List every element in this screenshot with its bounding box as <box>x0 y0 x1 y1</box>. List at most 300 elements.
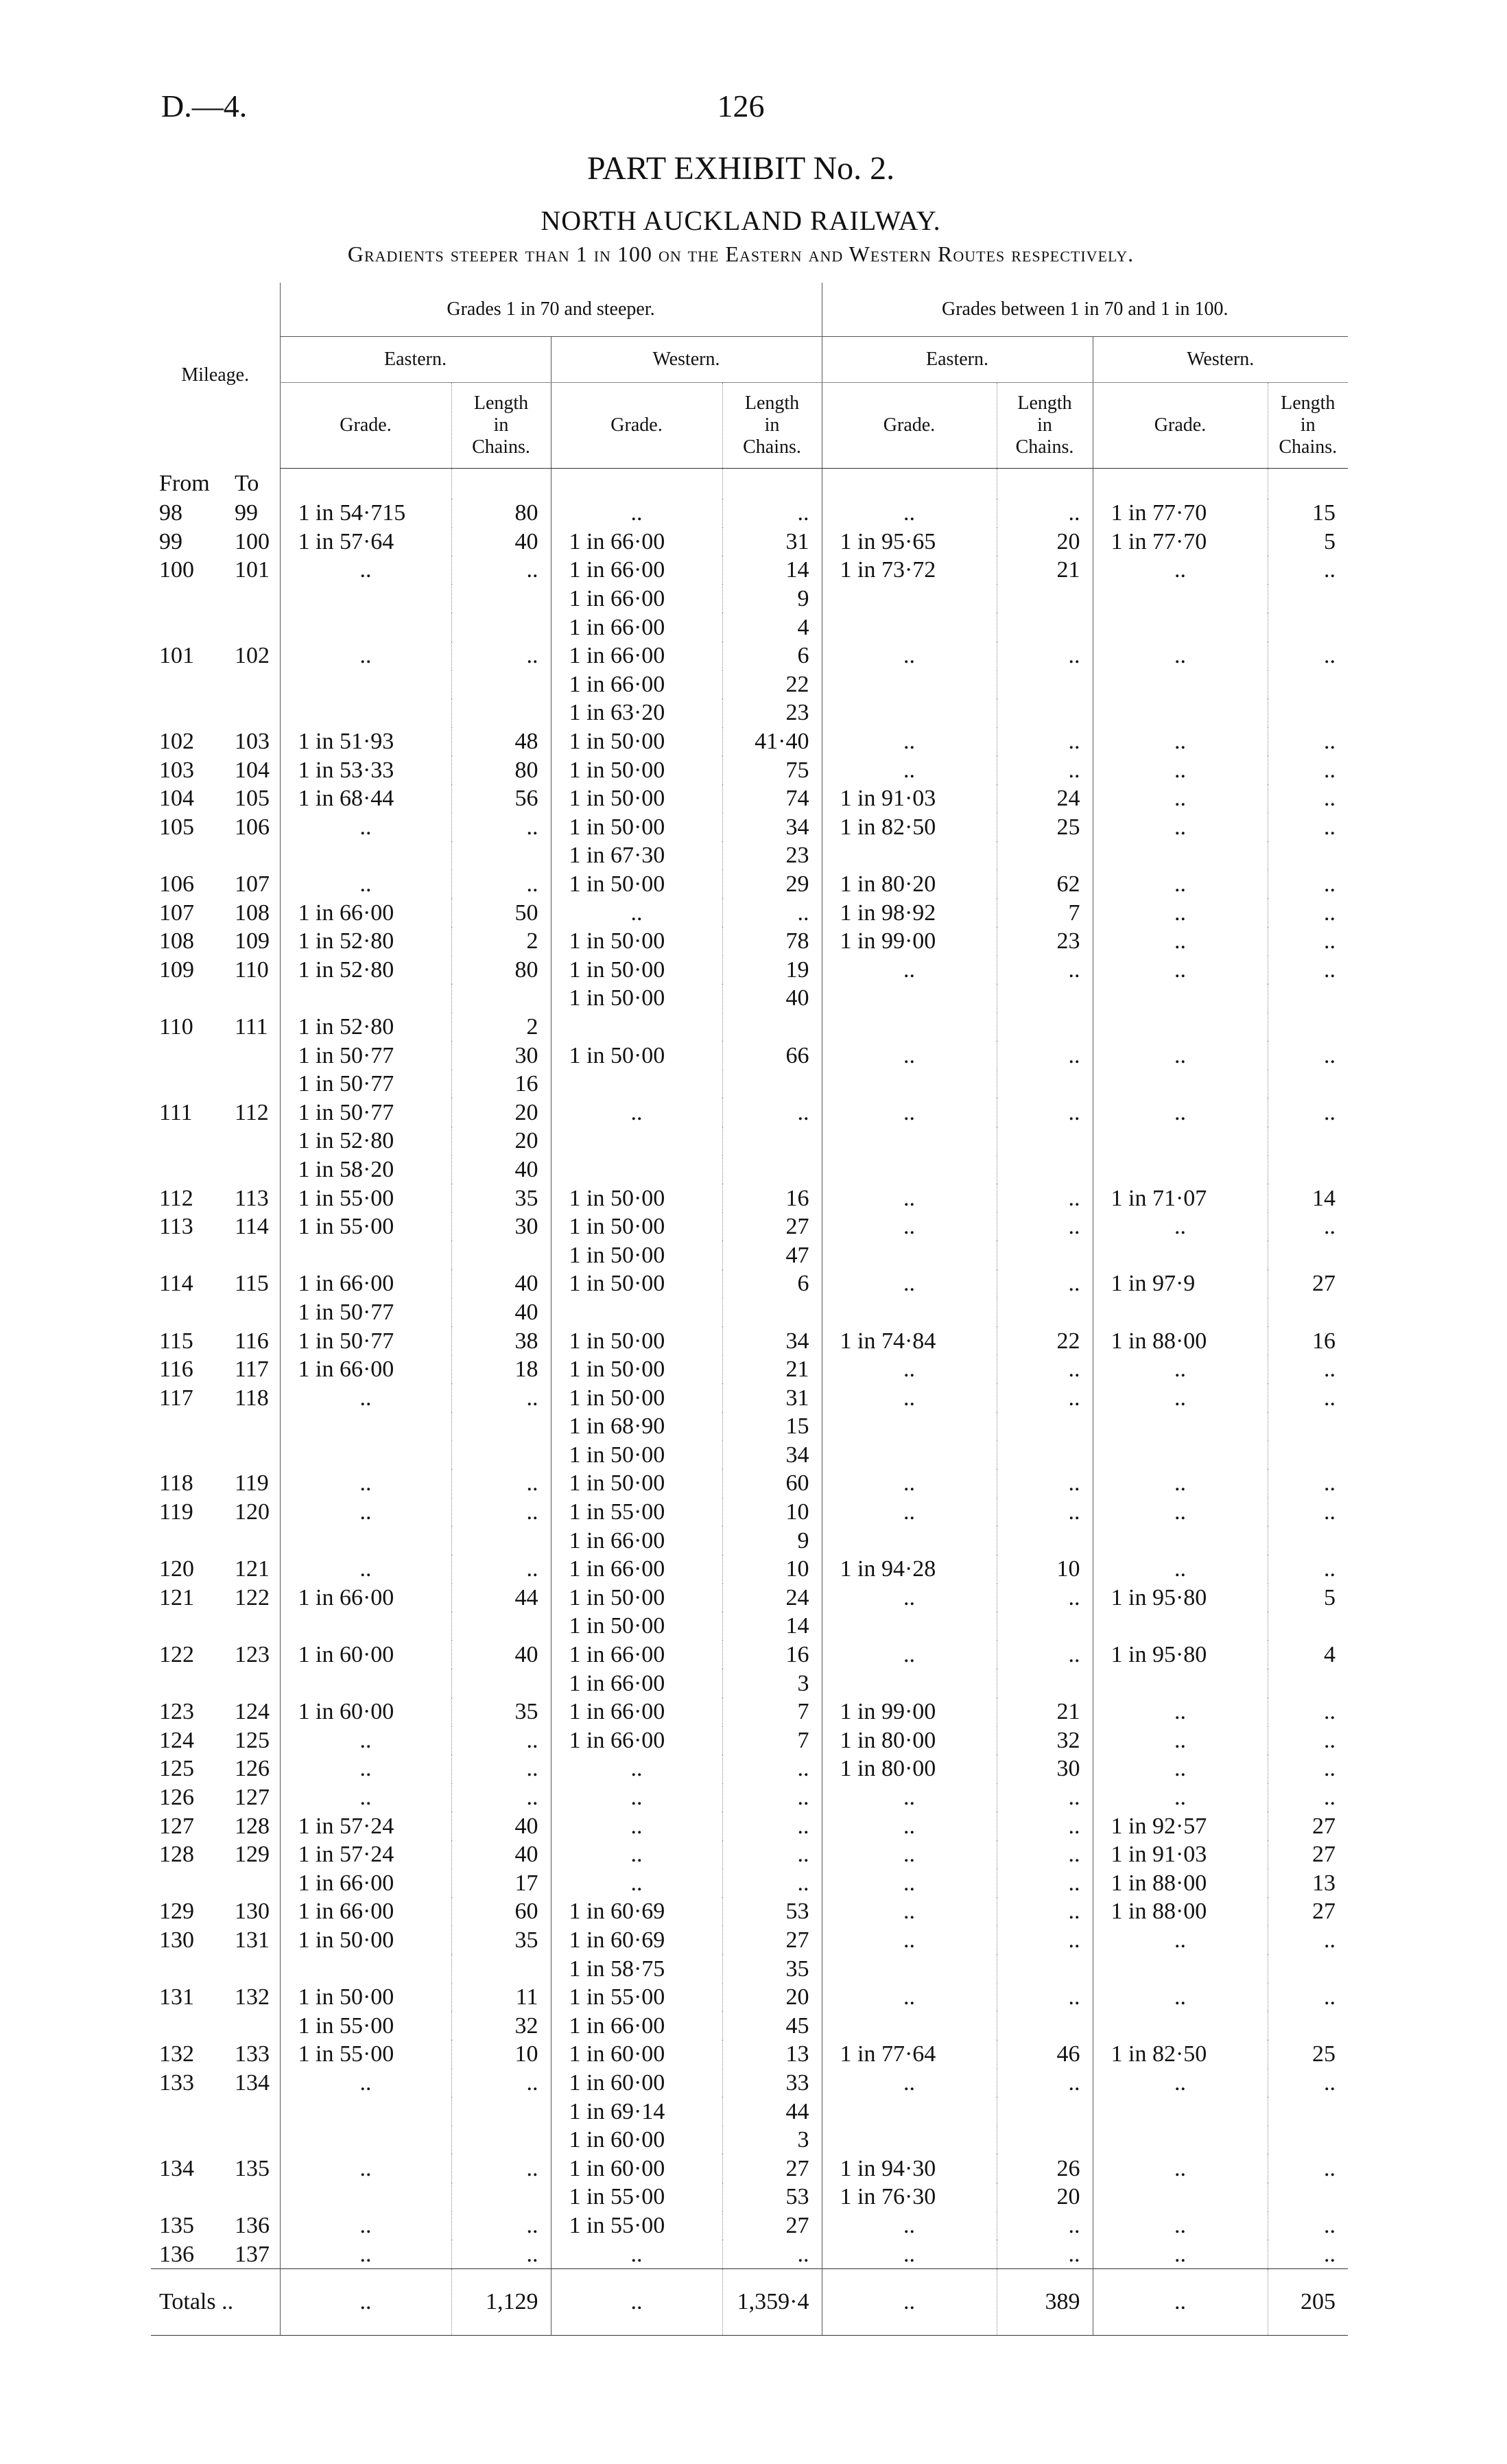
length-cell: .. <box>722 1098 822 1127</box>
grade-cell: 1 in 60·00 <box>551 2040 722 2069</box>
length-cell: 26 <box>997 2154 1093 2183</box>
grade-cell: .. <box>1093 2240 1268 2268</box>
length-cell: 40 <box>451 1298 551 1327</box>
length-cell: .. <box>997 1383 1093 1412</box>
grade-cell: .. <box>1093 1726 1268 1755</box>
mileage-cell: 109 110 <box>159 957 269 983</box>
table-row <box>151 984 1348 1013</box>
grade-cell <box>822 699 997 727</box>
length-cell: 13 <box>1268 1869 1348 1898</box>
length-cell <box>997 1298 1093 1327</box>
grade-cell: 1 in 52·80 <box>280 927 451 956</box>
grade-cell: 1 in 50·00 <box>551 956 722 985</box>
between-western-header: Western. <box>1093 337 1348 383</box>
length-cell: .. <box>722 1840 822 1869</box>
grade-cell: 1 in 50·00 <box>551 1355 722 1384</box>
length-cell: 74 <box>722 784 822 813</box>
length-cell <box>451 1954 551 1983</box>
grade-cell: 1 in 50·00 <box>551 1441 722 1470</box>
mileage-cell: 116 117 <box>159 1357 269 1383</box>
length-cell: 56 <box>451 784 551 813</box>
table-row <box>151 1811 1348 1840</box>
grade-cell: 1 in 60·00 <box>551 2154 722 2183</box>
length-cell: 24 <box>997 784 1093 813</box>
mileage-cell <box>151 2011 280 2040</box>
total-cell: .. <box>1093 2268 1268 2335</box>
table-row <box>151 1269 1348 1298</box>
grade-cell: .. <box>822 1498 997 1527</box>
mileage-cell: 127 128 <box>159 1813 270 1839</box>
length-cell: 20 <box>451 1098 551 1127</box>
length-cell <box>722 1155 822 1184</box>
mileage-cell <box>151 1241 280 1269</box>
mileage-cell: 121 122 <box>159 1584 270 1610</box>
table-row <box>151 1755 1348 1783</box>
mileage-cell: 110 111 <box>159 1013 268 1040</box>
grade-cell: 1 in 50·00 <box>280 1983 451 2012</box>
length-cell <box>1268 1241 1348 1269</box>
grade-cell: .. <box>280 1555 451 1584</box>
length-cell: .. <box>722 499 822 528</box>
table-row <box>151 1098 1348 1127</box>
table-row <box>151 1612 1348 1641</box>
length-cell: 19 <box>722 956 822 985</box>
mileage-cell <box>151 585 280 613</box>
grade-cell: .. <box>822 727 997 756</box>
grade-cell <box>822 1412 997 1441</box>
grade-cell: .. <box>1093 1469 1268 1498</box>
mileage-cell: 104 105 <box>159 786 270 812</box>
length-cell: 27 <box>722 2211 822 2240</box>
length-cell: 16 <box>722 1184 822 1212</box>
length-cell: 27 <box>1268 1840 1348 1869</box>
length-cell: 21 <box>997 1698 1093 1726</box>
mileage-cell: 126 127 <box>159 1785 270 1811</box>
length-cell: .. <box>451 1498 551 1527</box>
grade-cell: 1 in 66·00 <box>280 1269 451 1298</box>
length-cell: 3 <box>722 1669 822 1698</box>
length-cell <box>1268 1127 1348 1155</box>
length-cell: 60 <box>722 1469 822 1498</box>
length-cell: .. <box>997 1269 1093 1298</box>
length-cell: 14 <box>1268 1184 1348 1212</box>
length-cell <box>1268 2183 1348 2211</box>
length-cell: .. <box>1268 1098 1348 1127</box>
length-cell: .. <box>1268 1698 1348 1726</box>
grade-cell: .. <box>1093 1383 1268 1412</box>
grade-cell: .. <box>280 2211 451 2240</box>
mileage-cell: 111 112 <box>159 1099 269 1125</box>
length-cell: .. <box>997 1584 1093 1612</box>
length-cell <box>451 1441 551 1470</box>
length-cell: 7 <box>722 1726 822 1755</box>
length-cell: .. <box>451 642 551 670</box>
grade-cell: 1 in 80·20 <box>822 870 997 899</box>
table-row <box>151 613 1348 642</box>
length-cell <box>997 2097 1093 2126</box>
mileage-cell <box>151 1612 280 1641</box>
grade-cell <box>1093 2126 1268 2155</box>
length-cell <box>997 1241 1093 1269</box>
length-cell: 21 <box>722 1355 822 1384</box>
grade-cell: .. <box>1093 1555 1268 1584</box>
length-cell: 14 <box>722 1612 822 1641</box>
grade-cell: 1 in 50·00 <box>551 927 722 956</box>
length-cell: .. <box>1268 1498 1348 1527</box>
grade-cell: .. <box>551 1840 722 1869</box>
length-cell: 3 <box>722 2126 822 2155</box>
length-cell: .. <box>451 870 551 899</box>
grade-cell <box>1093 2097 1268 2126</box>
length-cell <box>1268 1441 1348 1470</box>
mileage-cell: 108 109 <box>159 928 270 954</box>
grade-cell: .. <box>1093 1212 1268 1241</box>
length-cell: 34 <box>722 1326 822 1355</box>
grade-cell: .. <box>1093 1698 1268 1726</box>
length-cell <box>997 1070 1093 1099</box>
length-cell <box>451 1612 551 1641</box>
length-cell: 17 <box>451 1869 551 1898</box>
mileage-header: Mileage. <box>181 364 250 386</box>
grade-cell: 1 in 50·00 <box>551 1184 722 1212</box>
length-cell: 34 <box>722 813 822 842</box>
total-cell: .. <box>280 2268 451 2335</box>
length-cell: .. <box>451 556 551 585</box>
grade-cell <box>1093 1412 1268 1441</box>
length-cell: 40 <box>451 1155 551 1184</box>
grade-cell: .. <box>822 956 997 985</box>
table-row <box>151 1127 1348 1155</box>
length-cell: 15 <box>1268 499 1348 528</box>
length-cell: 32 <box>997 1726 1093 1755</box>
grade-cell: .. <box>822 2240 997 2268</box>
length-cell: .. <box>1268 813 1348 842</box>
grade-cell: 1 in 95·80 <box>1093 1641 1268 1669</box>
grade-cell <box>551 1070 722 1099</box>
grade-cell <box>822 841 997 870</box>
grade-cell: .. <box>1093 1783 1268 1812</box>
length-cell: 32 <box>451 2011 551 2040</box>
grade-cell: .. <box>1093 1041 1268 1070</box>
grade-cell: .. <box>822 1840 997 1869</box>
length-cell <box>997 1954 1093 1983</box>
grade-cell: 1 in 53·33 <box>280 755 451 784</box>
mileage-cell <box>151 1070 280 1099</box>
grade-cell: 1 in 99·00 <box>822 927 997 956</box>
grade-cell: 1 in 97·9 <box>1093 1269 1268 1298</box>
grade-cell: 1 in 52·80 <box>280 1013 451 1042</box>
grade-cell: .. <box>1093 642 1268 670</box>
from-to-label: From To <box>159 471 259 497</box>
table-row <box>151 1412 1348 1441</box>
length-cell <box>1268 984 1348 1013</box>
grade-cell: 1 in 60·00 <box>551 2126 722 2155</box>
grade-cell <box>280 1612 451 1641</box>
length-cell: 33 <box>722 2069 822 2098</box>
length-cell: .. <box>451 2154 551 2183</box>
grade-cell <box>822 1669 997 1698</box>
grade-cell: .. <box>822 1811 997 1840</box>
length-cell: .. <box>451 1783 551 1812</box>
grade-cell <box>280 2097 451 2126</box>
grade-cell: 1 in 88·00 <box>1093 1897 1268 1926</box>
length-cell: 31 <box>722 528 822 556</box>
table-row <box>151 1840 1348 1869</box>
grade-cell: .. <box>822 1269 997 1298</box>
table-row <box>151 727 1348 756</box>
grade-cell <box>1093 1013 1268 1042</box>
length-cell <box>722 1127 822 1155</box>
table-row <box>151 556 1348 585</box>
length-cell: 66 <box>722 1041 822 1070</box>
length-cell: .. <box>1268 1469 1348 1498</box>
table-row <box>151 1298 1348 1327</box>
mileage-cell: 123 124 <box>159 1699 270 1725</box>
grade-cell <box>822 1070 997 1099</box>
table-row <box>151 1698 1348 1726</box>
length-cell: 5 <box>1268 528 1348 556</box>
length-cell <box>451 2097 551 2126</box>
table-row <box>151 784 1348 813</box>
grade-cell <box>822 1954 997 1983</box>
grade-cell: .. <box>822 1584 997 1612</box>
length-cell: 35 <box>451 1926 551 1955</box>
grade-cell: 1 in 50·77 <box>280 1326 451 1355</box>
length-cell: .. <box>997 1926 1093 1955</box>
length-header: Length in Chains. <box>722 383 822 469</box>
length-cell: 78 <box>722 927 822 956</box>
mileage-cell: 100 101 <box>159 557 270 583</box>
table-row <box>151 2183 1348 2211</box>
length-cell: 27 <box>722 1926 822 1955</box>
grade-cell: .. <box>1093 1755 1268 1783</box>
grade-cell: .. <box>280 642 451 670</box>
grade-cell: .. <box>1093 927 1268 956</box>
grade-cell <box>1093 1070 1268 1099</box>
grade-cell: 1 in 50·00 <box>551 1469 722 1498</box>
table-row <box>151 1326 1348 1355</box>
grade-cell: 1 in 60·00 <box>280 1641 451 1669</box>
grade-cell: 1 in 50·00 <box>551 784 722 813</box>
mileage-cell: 120 121 <box>159 1556 270 1582</box>
length-cell: .. <box>1268 1926 1348 1955</box>
length-cell: .. <box>997 1811 1093 1840</box>
length-cell: .. <box>997 727 1093 756</box>
grade-cell: 1 in 55·00 <box>551 1983 722 2012</box>
grade-cell: 1 in 77·70 <box>1093 528 1268 556</box>
grade-cell <box>280 1669 451 1698</box>
grade-cell: 1 in 50·00 <box>551 755 722 784</box>
grade-cell: .. <box>551 1755 722 1783</box>
grade-cell: .. <box>1093 2154 1268 2183</box>
table-row <box>151 1983 1348 2012</box>
table-row <box>151 1897 1348 1926</box>
grade-cell: 1 in 91·03 <box>1093 1840 1268 1869</box>
mileage-cell: 113 114 <box>159 1214 269 1240</box>
length-cell: 20 <box>722 1983 822 2012</box>
table-row <box>151 2211 1348 2240</box>
length-cell: 50 <box>451 898 551 927</box>
mileage-cell: 130 131 <box>159 1927 270 1953</box>
table-row <box>151 499 1348 528</box>
grade-cell: .. <box>551 1811 722 1840</box>
table-row <box>151 2011 1348 2040</box>
grade-cell: .. <box>1093 1355 1268 1384</box>
grade-cell: 1 in 66·00 <box>551 1555 722 1584</box>
grade-cell: .. <box>551 2240 722 2268</box>
length-cell: .. <box>997 2069 1093 2098</box>
length-cell <box>1268 1954 1348 1983</box>
table-row <box>151 1013 1348 1042</box>
length-cell <box>1268 1526 1348 1555</box>
grade-cell <box>822 670 997 699</box>
length-cell: .. <box>722 1869 822 1898</box>
length-cell <box>997 1412 1093 1441</box>
length-cell: .. <box>1268 1726 1348 1755</box>
length-header: Length in Chains. <box>1268 383 1348 469</box>
grade-cell <box>280 984 451 1013</box>
grade-header: Grade. <box>1093 383 1268 469</box>
grade-cell: .. <box>822 1383 997 1412</box>
table-row <box>151 1641 1348 1669</box>
grade-cell <box>551 1155 722 1184</box>
length-cell: .. <box>997 1869 1093 1898</box>
length-cell <box>451 1241 551 1269</box>
grade-cell: .. <box>551 1869 722 1898</box>
length-cell: .. <box>722 1755 822 1783</box>
length-cell <box>997 1127 1093 1155</box>
length-cell: .. <box>722 2240 822 2268</box>
length-cell: 40 <box>451 1641 551 1669</box>
grade-cell: 1 in 50·00 <box>551 813 722 842</box>
length-cell: 35 <box>451 1184 551 1212</box>
grade-cell: 1 in 50·00 <box>551 1041 722 1070</box>
table-row <box>151 2154 1348 2183</box>
length-cell: 22 <box>722 670 822 699</box>
grade-cell <box>822 1526 997 1555</box>
mileage-cell <box>151 1041 280 1070</box>
grade-cell: .. <box>280 2069 451 2098</box>
length-cell <box>997 1155 1093 1184</box>
grade-cell <box>1093 1127 1268 1155</box>
length-cell <box>1268 613 1348 642</box>
length-cell: 45 <box>722 2011 822 2040</box>
grade-cell <box>822 1441 997 1470</box>
length-cell: 30 <box>997 1755 1093 1783</box>
table-row <box>151 1184 1348 1212</box>
table-row <box>151 927 1348 956</box>
grade-cell: 1 in 69·14 <box>551 2097 722 2126</box>
length-cell: 75 <box>722 755 822 784</box>
grade-cell: .. <box>1093 2069 1268 2098</box>
length-cell <box>1268 1298 1348 1327</box>
mileage-cell: 134 135 <box>159 2155 270 2181</box>
length-cell <box>1268 585 1348 613</box>
length-cell <box>722 1013 822 1042</box>
length-cell: 18 <box>451 1355 551 1384</box>
table-row <box>151 585 1348 613</box>
mileage-cell <box>151 2183 280 2211</box>
gradients-table <box>151 283 1348 2336</box>
grade-cell: 1 in 88·00 <box>1093 1326 1268 1355</box>
grade-cell <box>280 2126 451 2155</box>
grade-cell: .. <box>1093 727 1268 756</box>
grade-cell: .. <box>280 1498 451 1527</box>
length-cell: 15 <box>722 1412 822 1441</box>
steep-western-header: Western. <box>551 337 822 383</box>
length-cell: .. <box>1268 1983 1348 2012</box>
grade-cell <box>1093 613 1268 642</box>
grade-cell: .. <box>280 556 451 585</box>
length-cell: 2 <box>451 1013 551 1042</box>
length-cell <box>451 585 551 613</box>
grade-cell <box>1093 1298 1268 1327</box>
grade-cell: 1 in 57·64 <box>280 528 451 556</box>
grade-cell: 1 in 52·80 <box>280 1127 451 1155</box>
document-code: D.—4. <box>161 89 248 124</box>
mileage-cell <box>151 1441 280 1470</box>
grade-cell: .. <box>1093 870 1268 899</box>
table-row <box>151 1555 1348 1584</box>
table-row <box>151 1726 1348 1755</box>
grade-cell: 1 in 95·65 <box>822 528 997 556</box>
grade-cell: 1 in 63·20 <box>551 699 722 727</box>
grade-cell: .. <box>822 1983 997 2012</box>
length-cell <box>451 670 551 699</box>
grade-header: Grade. <box>280 383 451 469</box>
length-cell <box>1268 2097 1348 2126</box>
grade-cell: .. <box>551 499 722 528</box>
length-cell: .. <box>997 1783 1093 1812</box>
table-row <box>151 528 1348 556</box>
length-cell: 4 <box>722 613 822 642</box>
grade-header: Grade. <box>822 383 997 469</box>
grade-cell: 1 in 77·64 <box>822 2040 997 2069</box>
total-cell: 205 <box>1268 2268 1348 2335</box>
table-row <box>151 1869 1348 1898</box>
mileage-cell: 128 129 <box>159 1842 270 1868</box>
mileage-cell: 119 120 <box>159 1499 270 1525</box>
grade-cell: 1 in 66·00 <box>280 1897 451 1926</box>
grade-cell: 1 in 60·00 <box>280 1698 451 1726</box>
mileage-cell: 124 125 <box>159 1727 270 1753</box>
table-row <box>151 1669 1348 1698</box>
total-cell: 389 <box>997 2268 1093 2335</box>
grade-cell <box>822 585 997 613</box>
mileage-cell: 112 113 <box>159 1185 269 1211</box>
length-cell: 34 <box>722 1441 822 1470</box>
length-cell: .. <box>997 1212 1093 1241</box>
length-cell <box>1268 841 1348 870</box>
mileage-cell: 107 108 <box>159 900 270 926</box>
grade-cell: 1 in 55·00 <box>551 2211 722 2240</box>
grade-cell: .. <box>1093 813 1268 842</box>
grade-cell: 1 in 50·00 <box>551 1269 722 1298</box>
length-cell: 40 <box>451 1269 551 1298</box>
grade-cell <box>822 2097 997 2126</box>
grade-cell: 1 in 50·00 <box>551 1212 722 1241</box>
grade-cell: 1 in 60·00 <box>551 2069 722 2098</box>
length-cell: 27 <box>1268 1811 1348 1840</box>
grade-cell: 1 in 51·93 <box>280 727 451 756</box>
length-cell: .. <box>997 755 1093 784</box>
grade-cell: 1 in 52·80 <box>280 956 451 985</box>
grade-cell: 1 in 50·77 <box>280 1041 451 1070</box>
grade-cell: 1 in 50·00 <box>551 727 722 756</box>
length-cell: .. <box>997 1983 1093 2012</box>
grade-cell: 1 in 60·69 <box>551 1926 722 1955</box>
length-cell <box>997 670 1093 699</box>
